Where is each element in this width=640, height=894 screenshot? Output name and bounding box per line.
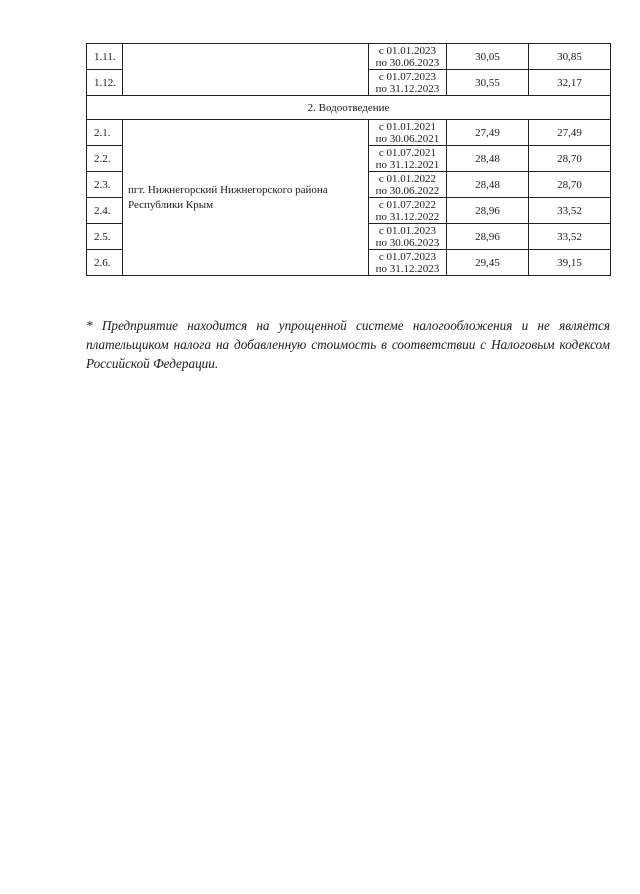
period-to: по 31.12.2023 bbox=[375, 82, 440, 95]
table-row bbox=[87, 120, 611, 146]
row-number: 2.3. bbox=[87, 172, 123, 198]
tariff-value-1: 28,48 bbox=[447, 172, 529, 198]
tariff-value-2: 39,15 bbox=[529, 250, 611, 276]
tariff-value-2: 28,70 bbox=[529, 146, 611, 172]
period-from: с 01.07.2023 bbox=[378, 250, 437, 263]
tariff-value-1: 27,49 bbox=[447, 120, 529, 146]
period-cell bbox=[369, 198, 447, 224]
period-to: по 30.06.2021 bbox=[375, 132, 440, 145]
period-from: с 01.01.2021 bbox=[378, 120, 437, 133]
row-number: 1.12. bbox=[87, 70, 123, 96]
tariff-value-2: 33,52 bbox=[529, 198, 611, 224]
tariff-value-1: 30,05 bbox=[447, 44, 529, 70]
tariff-value-1: 28,96 bbox=[447, 224, 529, 250]
tariff-value-2: 27,49 bbox=[529, 120, 611, 146]
period-cell bbox=[369, 44, 447, 70]
row-number: 2.5. bbox=[87, 224, 123, 250]
period-to: по 31.12.2022 bbox=[375, 210, 440, 223]
row-number: 2.1. bbox=[87, 120, 123, 146]
period-from: с 01.01.2022 bbox=[378, 172, 437, 185]
tariff-value-1: 28,48 bbox=[447, 146, 529, 172]
period-to: по 30.06.2023 bbox=[375, 236, 440, 249]
period-cell bbox=[369, 70, 447, 96]
period-from: с 01.07.2023 bbox=[378, 70, 437, 83]
period-cell bbox=[369, 146, 447, 172]
table-row bbox=[87, 44, 611, 70]
period-from: с 01.07.2022 bbox=[378, 198, 437, 211]
period-cell bbox=[369, 224, 447, 250]
period-cell bbox=[369, 120, 447, 146]
period-to: по 31.12.2023 bbox=[375, 262, 440, 275]
place-cell-empty bbox=[123, 44, 369, 96]
place-cell: пгт. Нижнегорский Нижнегорского района Республики Крым bbox=[123, 120, 369, 276]
period-to: по 31.12.2021 bbox=[375, 158, 440, 171]
period-from: с 01.07.2021 bbox=[378, 146, 437, 159]
period-from: с 01.01.2023 bbox=[378, 44, 437, 57]
period-cell bbox=[369, 172, 447, 198]
footnote: * Предприятие находится на упрощенной системе налогообложения и не является плательщиком налога на добавленную стоимость в соответствии с Налоговым кодексом Российской Федерации. bbox=[86, 318, 610, 372]
tariff-value-1: 30,55 bbox=[447, 70, 529, 96]
section-header: 2. Водоотведение bbox=[87, 96, 611, 120]
period-to: по 30.06.2023 bbox=[375, 56, 440, 69]
row-number: 1.11. bbox=[87, 44, 123, 70]
period-to: по 30.06.2022 bbox=[375, 184, 440, 197]
period-from: с 01.01.2023 bbox=[378, 224, 437, 237]
tariff-value-2: 30,85 bbox=[529, 44, 611, 70]
section-header-row bbox=[87, 96, 611, 120]
tariff-value-2: 28,70 bbox=[529, 172, 611, 198]
tariff-value-2: 32,17 bbox=[529, 70, 611, 96]
row-number: 2.4. bbox=[87, 198, 123, 224]
tariff-table bbox=[86, 43, 611, 276]
tariff-value-1: 29,45 bbox=[447, 250, 529, 276]
row-number: 2.2. bbox=[87, 146, 123, 172]
row-number: 2.6. bbox=[87, 250, 123, 276]
period-cell bbox=[369, 250, 447, 276]
tariff-value-1: 28,96 bbox=[447, 198, 529, 224]
tariff-value-2: 33,52 bbox=[529, 224, 611, 250]
